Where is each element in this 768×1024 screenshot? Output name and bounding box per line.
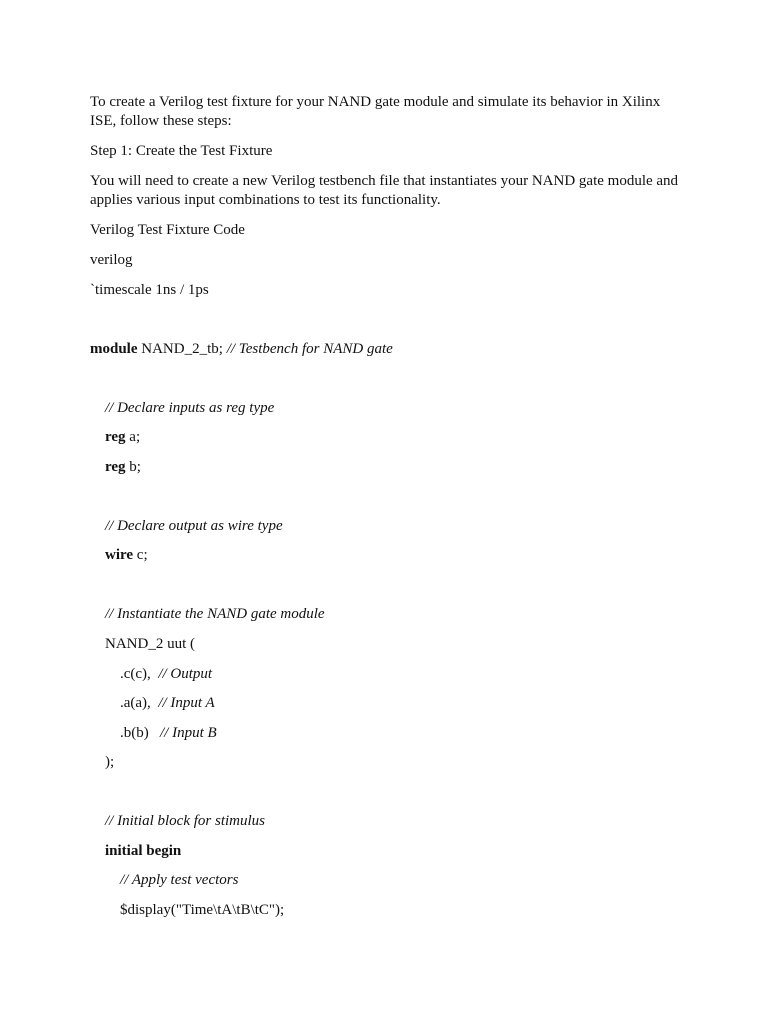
display-line: $display("Time\tA\tB\tC"); (120, 901, 285, 918)
blank-line (90, 576, 680, 605)
reg-a-line (90, 428, 680, 458)
wire-keyword: wire (105, 547, 134, 564)
module-keyword: module (90, 340, 138, 357)
document-page (90, 93, 680, 931)
blank-line (90, 488, 680, 517)
reg-keyword: reg (105, 429, 126, 446)
wire-c: c; (133, 547, 148, 564)
wire-c-line (90, 546, 680, 576)
code-block (90, 281, 680, 931)
module-name: NAND_2_tb; (137, 340, 227, 357)
step-1-heading: Step 1: Create the Test Fixture (90, 143, 273, 159)
instance-open-line: NAND_2 uut ( (105, 635, 195, 652)
initial-comment: // Initial block for stimulus (105, 813, 265, 830)
port-c: .c(c), (120, 665, 159, 682)
code-heading: Verilog Test Fixture Code (90, 222, 245, 238)
blank-line (90, 783, 680, 812)
reg-b-line (90, 458, 680, 488)
step-1-description: You will need to create a new Verilog testbench file that instantiates your NAND gate module and applies various input combinations to test its functionality. (90, 173, 679, 208)
output-comment: // Declare output as wire type (105, 517, 283, 534)
instance-close-line: ); (105, 754, 115, 771)
reg-b: b; (125, 458, 141, 475)
port-b: .b(b) (120, 724, 160, 741)
port-a-line (90, 694, 680, 724)
intro-paragraph: To create a Verilog test fixture for your NAND gate module and simulate its behavior in Xilinx ISE, follow these steps: (90, 94, 661, 129)
port-a-comment: // Input A (158, 695, 215, 712)
port-c-line (90, 665, 680, 695)
module-line (90, 340, 680, 370)
code-language-label: verilog (90, 252, 133, 268)
port-b-line (90, 724, 680, 754)
blank-line (90, 311, 680, 340)
initial-begin-line: initial begin (105, 842, 182, 859)
inputs-comment: // Declare inputs as reg type (105, 399, 275, 416)
timescale-line: `timescale 1ns / 1ps (90, 282, 209, 298)
reg-a: a; (125, 429, 141, 446)
instantiate-comment: // Instantiate the NAND gate module (105, 606, 325, 623)
reg-keyword: reg (105, 458, 126, 475)
port-c-comment: // Output (158, 665, 213, 682)
module-comment: // Testbench for NAND gate (226, 340, 393, 357)
blank-line (90, 369, 680, 398)
port-b-comment: // Input B (160, 724, 217, 741)
apply-vectors-comment: // Apply test vectors (120, 872, 239, 889)
port-a: .a(a), (120, 695, 159, 712)
